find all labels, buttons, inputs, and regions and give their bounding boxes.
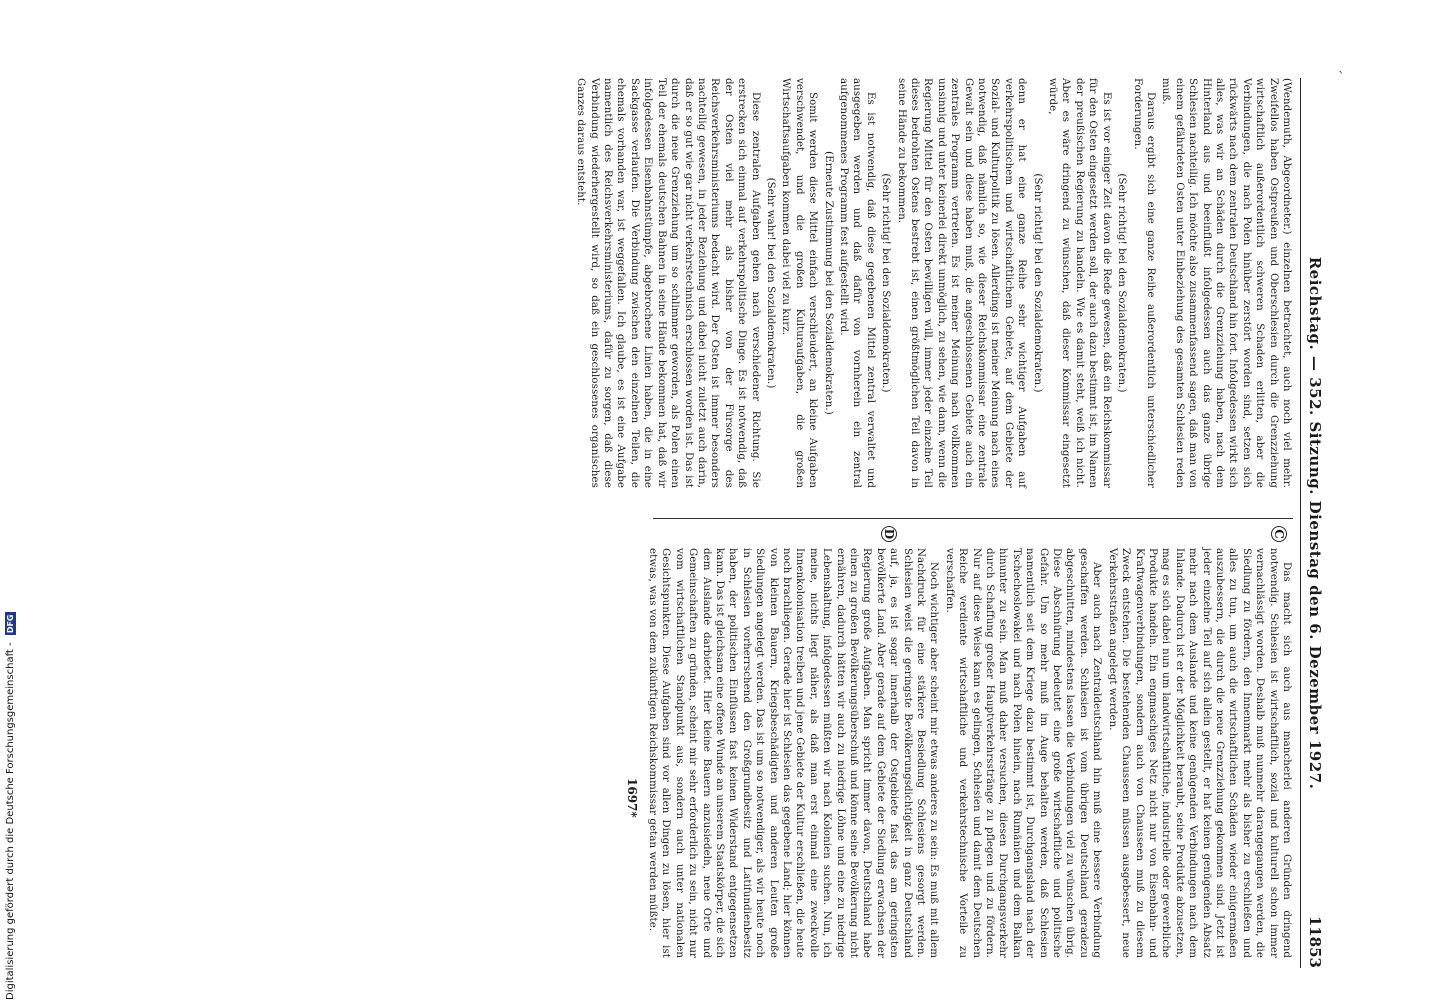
- paragraph: Es ist vor einiger Zeit davon die Rede gewesen, daß ein Reichskommissar für den Osten eingesetzt werden soll, der auch dazu bestimmt ist, im Namen der preußischen Regierung zu handeln. Wie es damit steht, weiß ich nicht. Aber es wäre dringend zu wünschen, daß dieser Kommissar eingesetzt würde,: [1047, 78, 1112, 488]
- interjection: (Sehr richtig! bei den Sozialdemokraten.): [1031, 173, 1043, 393]
- footer-number: 1697*: [625, 778, 639, 818]
- paragraph: (Wendemuth, Abgeordneter.) einzelnen betrachtet, auch noch viel mehr. Zweifellos haben Ostpreußen und Oberschlesien durch die Grenzziehung wirtschaftlich außerordentlich schweren Schaden erlitten, aber die Verbindungen, die nach Polen hinüber zerstört worden sind, setzen sich rückwärts nach dem zentralen Deutschland hin fort. Infolgedessen wirkt sich alles, was wir an Schäden durch die Grenzziehung haben, nach dem Hinterland aus und beeinflußt infolgedessen auch das ganze übrige Schlesien nachteilig. Ich möchte also zusammenfassend sagen, daß man von einem gefährdeten Osten unter Einbeziehung des gesamten Schlesien reden muß.: [1160, 78, 1292, 488]
- interjection: (Sehr richtig! bei den Sozialdemokraten.): [880, 173, 892, 393]
- right-column: [633, 548, 1293, 958]
- page-header: [1300, 78, 1327, 968]
- column-divider: [653, 518, 1293, 519]
- attribution-text: Digitalisierung gefördert durch die Deutsche Forschungsgemeinschaft -: [5, 642, 16, 1000]
- paragraph: Diese zentralen Aufgaben gehen nach verschiedener Richtung. Sie erstrecken sich einmal auf verkehrspolitische Dinge. Es ist notwendig, daß der Osten viel mehr als bisher von der Fürsorge des Reichsverkehrsministeriums bedacht wird. Der Osten ist immer besonders nachteilig gewesen, in jeder Beziehung und dabei nicht zuletzt auch darin, daß er so gut wie gar nicht verkehrstechnisch erschlossen worden ist. Das ist durch die neue Grenzziehung um so schlimmer geworden, als Polen einen Teil der ehemals deutschen Bahnen in seine Hände bekommen hat, daß wir infolgedessen Eisenbahnstümpfe, abgebrochene Linien haben, die in eine Sackgasse verlaufen. Die Verbindung zwischen den einzelnen Teilen, die ehemals vorhanden war, ist weggefallen. Ich glaube, es ist eine Aufgabe namentlich des Reichsverkehrsministeriums, dafür zu sorgen, daß diese Verbindung wiederhergestellt wird, so daß ein geschlossenes organisches Ganzes daraus entsteht.: [575, 78, 761, 488]
- paragraph: Es ist notwendig, daß diese gegebenen Mittel zentral verwaltet und ausgegeben werden und daß dafür von vornherein ein zentral aufgenommenes Programm fest aufgestellt wird.: [838, 78, 876, 488]
- interjection: (Sehr wahr! bei den Sozialdemokraten.): [764, 177, 776, 389]
- digitization-attribution: [4, 580, 18, 1000]
- rotated-page-content: [575, 78, 1327, 968]
- header-title: Reichstag. — 352. Sitzung. Dienstag den 6. Dezember 1927.: [1306, 256, 1324, 790]
- paragraph: Das macht sich auch aus mancherlei anderen Gründen dringend notwendig. Schlesien ist wirtschaftlich, sozial und kulturell schon immer vernachlässigt worden. Deshalb muß nunmehr darangegangen werden, die Siedlung zu fördern, den Innenmarkt mehr als bisher zu erschließen und alles zu tun, um auch die wirtschaftlichen Schäden wieder einigermaßen auszubessern, die durch die neue Grenzziehung gekommen sind. Jetzt ist jeder einzelne Teil auf sich allein gestellt, er hat keinen genügenden Absatz mehr nach dem Auslande und keine genügenden Verbindungen nach dem Inlande. Dadurch ist er der Möglichkeit beraubt, seine Produkte abzusetzen, mag es sich dabei nun um landwirtschaftliche, industrielle oder gewerbliche Produkte handeln. Ein engmaschiges Netz nicht nur von Eisenbahn- und Kraftwagenverbindungen, sondern auch von Chausseen muß zu diesem Zweck entstehen. Die bestehenden Chausseen müssen ausgebessert, neue Verkehrsstraßen angelegt werden.: [1106, 548, 1292, 958]
- paragraph: Aber auch nach Zentraldeutschland hin muß eine bessere Verbindung geschaffen werden. Schlesien ist vom übrigen Deutschland geradezu abgeschnitten, mindestens lassen die Verbindungen viel zu wünschen übrig. Diese Abschnürung bedeutet eine große wirtschaftliche und politische Gefahr. Um so mehr muß im Auge behalten werden, daß Schlesien namentlich seit dem Kriege dazu bestimmt ist, Durchgangsland nach der Tschechoslowakei und nach Polen hinein, nach Rumänien und dem Balkan hinunter zu sein. Man muß daher versuchen, diesen Durchgangsverkehr durch Schaffung großer Hauptverkehrsstränge zu pflegen und zu fördern. Nur auf diese Weise kann es gelingen, Schlesien und damit dem Deutschen Reiche verdiente wirtschaftliche und verkehrstechnische Vorteile zu verschaffen.: [943, 548, 1103, 958]
- margin-marker-c: C: [1271, 526, 1287, 542]
- paragraph: Somit werden diese Mittel einfach verschleudert, an kleine Aufgaben verschwendet, und die großen Kulturaufgaben, die großen Wirtschaftsaufgaben kommen dabei viel zu kurz.: [780, 78, 819, 488]
- paragraph: denn er hat eine ganze Reihe sehr wichtiger Aufgaben auf verkehrspolitischem und wirtschaftlichem Gebiete, auf dem Gebiete der Sozial- und Kulturpolitik zu lösen. Allerdings ist meiner Meinung nach eines notwendig, daß nämlich so, wie dieser Reichskommissar eine zentrale Gewalt sein und diese haben muß, die angeschlossenen Gebiete auch ein zentrales Programm vertreten. Es ist meiner Meinung nach vollkommen unsinnig und unter keinerlei direkt unmöglich, zu sehen, wie dann, wenn die Regierung Mittel für den Osten bewilligen will, immer jeder einzelne Teil dieses bedrohten Ostens bestrebt ist, einen größtmöglichen Teil davon in seine Hände zu bekommen.: [895, 78, 1028, 488]
- scan-mark: ˋ: [1338, 70, 1345, 86]
- dfg-logo: DFG: [5, 614, 15, 634]
- margin-marker-d: D: [881, 526, 897, 542]
- left-column: [575, 78, 1293, 488]
- interjection: (Erneute Zustimmung bei den Sozialdemokraten.): [822, 151, 834, 415]
- paragraph: Daraus ergibt sich eine ganze Reihe außerordentlich unterschiedlicher Forderungen.: [1131, 78, 1156, 488]
- interjection: (Sehr richtig! bei den Sozialdemokraten.): [1116, 173, 1128, 393]
- header-page-number: 11853: [1306, 915, 1324, 968]
- paragraph: Noch wichtiger aber scheint mir etwas anderes zu sein: Es muß mit allem Nachdruck für eine stärkere Besiedlung Schlesiens gesorgt werden. Schlesien weist die geringste Bevölkerungsdichtigkeit in ganz Deutschland auf, ja, es ist sogar innerhalb der Ostgebiete fast das am geringsten bevölkerte Land. Aber gerade auf dem Gebiete der Siedlung erwachsen der Regierung große Aufgaben. Man spricht immer davon, Deutschland habe einen zu großen Bevölkerungsüberschuß und könne seine Bevölkerung nicht ernähren, dadurch hätten wir auch zu niedrige Löhne und eine zu niedrige Lebenshaltung, infolgedessen müßten wir nach Kolonien suchen. Nun, ich meine, nichts liegt näher, als daß man erst einmal eine zweckvolle Innenkolonisation treiben und jene Gebiete der Kultur erschließen, die heute noch brachliegen. Gerade hier ist Schlesien das gegebene Land; hier können von kleinen Bauern, Kriegsbeschädigten und anderen Leuten große Siedlungen angelegt werden. Das ist um so notwendiger, als wir heute noch in Schlesien vorherrschend den Großgrundbesitz und Latifundienbesitz haben, der politischen Einflüssen fast keinen Widerstand entgegensetzen kann. Das ist gleichsam eine offene Wunde an unserem Staatskörper, die sich dem Auslande darbietet. Hier kleine Bauern anzusiedeln, neue Orte und Gemeinschaften zu gründen, scheint mir sehr erforderlich zu sein, nicht nur vom wirtschaftlichen Standpunkt aus, sondern auch unter nationalen Gesichtspunkten. Diese Aufgaben sind vor allen Dingen zu lösen, hier ist etwas, was von dem zukünftigen Reichskommissar getan werden müßte.: [646, 548, 940, 958]
